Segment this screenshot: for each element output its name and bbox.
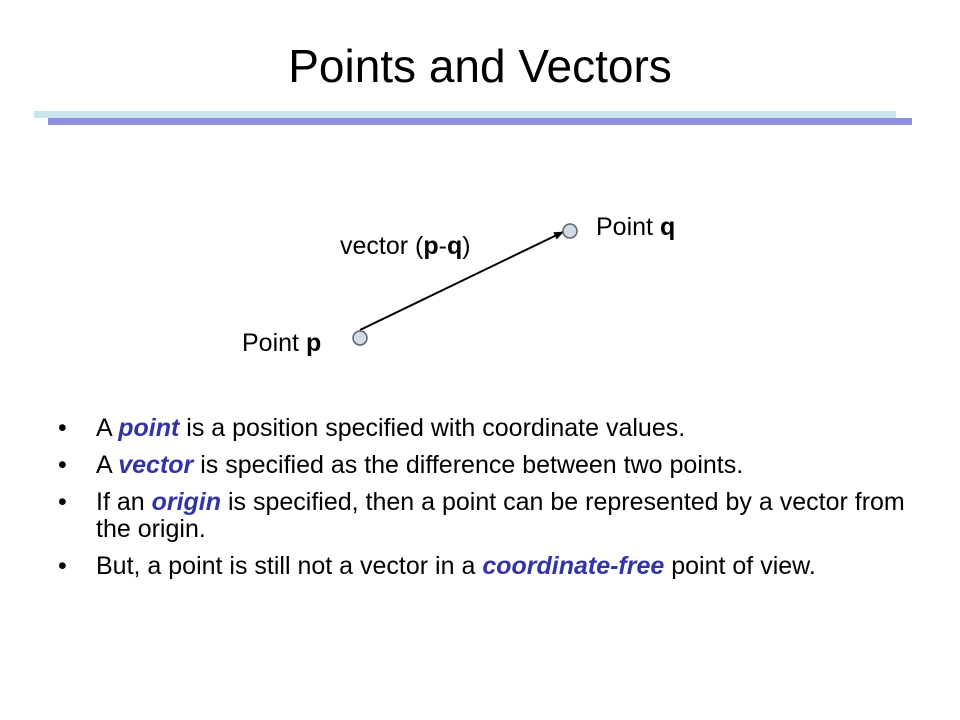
slide-title: Points and Vectors (288, 40, 672, 92)
keyword-vector: vector (118, 451, 194, 479)
keyword-origin: origin (151, 488, 222, 516)
keyword-coordinate-free: coordinate-free (482, 552, 665, 580)
bullet-list (58, 415, 908, 590)
bullet-marker: • (58, 552, 67, 580)
vector-label: vector (p-q) (340, 232, 471, 260)
bullet-item: • A vector is specified as the difference between two points. (58, 451, 744, 479)
point-q-label: Point q (596, 213, 676, 241)
bullet-item: • If an origin is specified, then a point can be represented by a vector from the origin. (58, 488, 905, 543)
bullet-marker: • (58, 451, 67, 479)
point-p-marker (353, 331, 367, 345)
bullet-marker: • (58, 414, 67, 442)
bullet-marker: • (58, 488, 67, 516)
bullet-item: • But, a point is still not a vector in a coordinate-free point of view. (58, 552, 816, 580)
point-q-marker (563, 224, 577, 238)
keyword-point: point (118, 414, 180, 442)
bullet-item: • A point is a position specified with coordinate values. (58, 414, 686, 442)
point-p-label: Point p (242, 329, 322, 357)
